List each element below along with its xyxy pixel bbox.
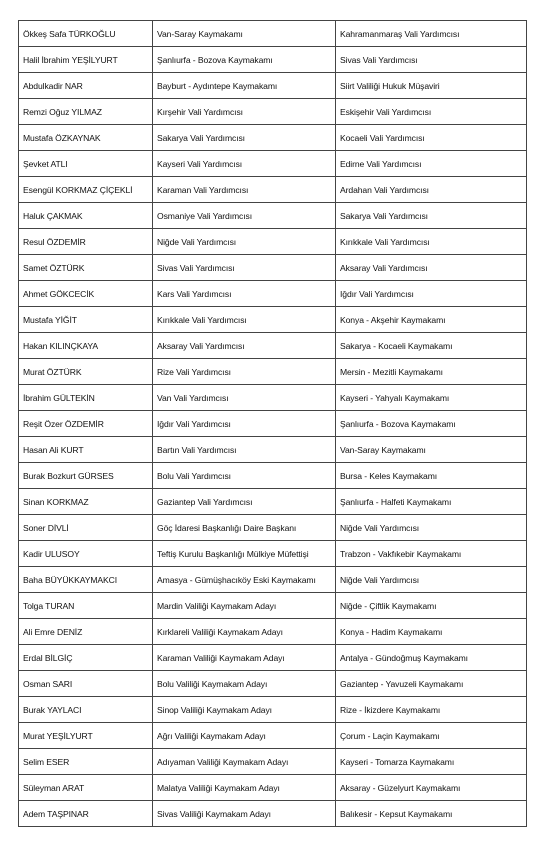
assignment-document — [18, 20, 526, 827]
table-row — [19, 515, 527, 541]
new-post-cell: Niğde Vali Yardımcısı — [336, 567, 527, 593]
table-row — [19, 203, 527, 229]
new-post-cell: Kahramanmaraş Vali Yardımcısı — [336, 21, 527, 47]
person-name-cell: Ökkeş Safa TÜRKOĞLU — [19, 21, 153, 47]
current-post-cell: Rize Vali Yardımcısı — [153, 359, 336, 385]
new-post-cell: Kocaeli Vali Yardımcısı — [336, 125, 527, 151]
current-post-cell: Sinop Valiliği Kaymakam Adayı — [153, 697, 336, 723]
person-name-cell: Hakan KILINÇKAYA — [19, 333, 153, 359]
table-row — [19, 593, 527, 619]
current-post-cell: Iğdır Vali Yardımcısı — [153, 411, 336, 437]
table-row — [19, 359, 527, 385]
assignment-table-body — [19, 21, 527, 827]
current-post-cell: Karaman Valiliği Kaymakam Adayı — [153, 645, 336, 671]
new-post-cell: Ardahan Vali Yardımcısı — [336, 177, 527, 203]
current-post-cell: Sivas Valiliği Kaymakam Adayı — [153, 801, 336, 827]
person-name-cell: Süleyman ARAT — [19, 775, 153, 801]
new-post-cell: Sivas Vali Yardımcısı — [336, 47, 527, 73]
person-name-cell: Murat ÖZTÜRK — [19, 359, 153, 385]
new-post-cell: Niğde - Çiftlik Kaymakamı — [336, 593, 527, 619]
person-name-cell: Sinan KORKMAZ — [19, 489, 153, 515]
new-post-cell: Siirt Valiliği Hukuk Müşaviri — [336, 73, 527, 99]
new-post-cell: Edirne Vali Yardımcısı — [336, 151, 527, 177]
person-name-cell: Samet ÖZTÜRK — [19, 255, 153, 281]
person-name-cell: Esengül KORKMAZ ÇİÇEKLİ — [19, 177, 153, 203]
table-row — [19, 21, 527, 47]
table-row — [19, 801, 527, 827]
table-row — [19, 489, 527, 515]
current-post-cell: Teftiş Kurulu Başkanlığı Mülkiye Müfettişi — [153, 541, 336, 567]
current-post-cell: Kırşehir Vali Yardımcısı — [153, 99, 336, 125]
current-post-cell: Şanlıurfa - Bozova Kaymakamı — [153, 47, 336, 73]
person-name-cell: Soner DİVLİ — [19, 515, 153, 541]
person-name-cell: Baha BÜYÜKKAYMAKCI — [19, 567, 153, 593]
person-name-cell: Osman SARI — [19, 671, 153, 697]
current-post-cell: Bayburt - Aydıntepe Kaymakamı — [153, 73, 336, 99]
new-post-cell: Trabzon - Vakfıkebir Kaymakamı — [336, 541, 527, 567]
person-name-cell: Ali Emre DENİZ — [19, 619, 153, 645]
assignment-table — [18, 20, 527, 827]
new-post-cell: Aksaray Vali Yardımcısı — [336, 255, 527, 281]
table-row — [19, 437, 527, 463]
table-row — [19, 567, 527, 593]
table-row — [19, 775, 527, 801]
current-post-cell: Niğde Vali Yardımcısı — [153, 229, 336, 255]
table-row — [19, 177, 527, 203]
current-post-cell: Sakarya Vali Yardımcısı — [153, 125, 336, 151]
table-row — [19, 749, 527, 775]
new-post-cell: Sakarya Vali Yardımcısı — [336, 203, 527, 229]
table-row — [19, 307, 527, 333]
current-post-cell: Amasya - Gümüşhacıköy Eski Kaymakamı — [153, 567, 336, 593]
table-row — [19, 47, 527, 73]
person-name-cell: Ahmet GÖKCECİK — [19, 281, 153, 307]
current-post-cell: Göç İdaresi Başkanlığı Daire Başkanı — [153, 515, 336, 541]
person-name-cell: Hasan Ali KURT — [19, 437, 153, 463]
person-name-cell: Remzi Oğuz YILMAZ — [19, 99, 153, 125]
table-row — [19, 645, 527, 671]
current-post-cell: Sivas Vali Yardımcısı — [153, 255, 336, 281]
person-name-cell: Şevket ATLI — [19, 151, 153, 177]
table-row — [19, 723, 527, 749]
table-row — [19, 229, 527, 255]
new-post-cell: Kayseri - Yahyalı Kaymakamı — [336, 385, 527, 411]
person-name-cell: Kadir ULUSOY — [19, 541, 153, 567]
person-name-cell: İbrahim GÜLTEKİN — [19, 385, 153, 411]
person-name-cell: Selim ESER — [19, 749, 153, 775]
current-post-cell: Van Vali Yardımcısı — [153, 385, 336, 411]
new-post-cell: Kayseri - Tomarza Kaymakamı — [336, 749, 527, 775]
new-post-cell: Konya - Hadim Kaymakamı — [336, 619, 527, 645]
current-post-cell: Mardin Valiliği Kaymakam Adayı — [153, 593, 336, 619]
person-name-cell: Mustafa ÖZKAYNAK — [19, 125, 153, 151]
table-row — [19, 541, 527, 567]
person-name-cell: Reşit Özer ÖZDEMİR — [19, 411, 153, 437]
new-post-cell: Konya - Akşehir Kaymakamı — [336, 307, 527, 333]
table-row — [19, 463, 527, 489]
person-name-cell: Adem TAŞPINAR — [19, 801, 153, 827]
table-row — [19, 281, 527, 307]
new-post-cell: Balıkesir - Kepsut Kaymakamı — [336, 801, 527, 827]
current-post-cell: Kırklareli Valiliği Kaymakam Adayı — [153, 619, 336, 645]
current-post-cell: Kayseri Vali Yardımcısı — [153, 151, 336, 177]
new-post-cell: Antalya - Gündoğmuş Kaymakamı — [336, 645, 527, 671]
person-name-cell: Burak YAYLACI — [19, 697, 153, 723]
table-row — [19, 411, 527, 437]
person-name-cell: Tolga TURAN — [19, 593, 153, 619]
person-name-cell: Abdulkadir NAR — [19, 73, 153, 99]
new-post-cell: Gaziantep - Yavuzeli Kaymakamı — [336, 671, 527, 697]
table-row — [19, 99, 527, 125]
person-name-cell: Murat YEŞİLYURT — [19, 723, 153, 749]
table-row — [19, 671, 527, 697]
table-row — [19, 697, 527, 723]
new-post-cell: Rize - İkizdere Kaymakamı — [336, 697, 527, 723]
table-row — [19, 255, 527, 281]
current-post-cell: Gaziantep Vali Yardımcısı — [153, 489, 336, 515]
current-post-cell: Bolu Vali Yardımcısı — [153, 463, 336, 489]
current-post-cell: Aksaray Vali Yardımcısı — [153, 333, 336, 359]
new-post-cell: Çorum - Laçin Kaymakamı — [336, 723, 527, 749]
new-post-cell: Kırıkkale Vali Yardımcısı — [336, 229, 527, 255]
person-name-cell: Burak Bozkurt GÜRSES — [19, 463, 153, 489]
new-post-cell: Bursa - Keles Kaymakamı — [336, 463, 527, 489]
table-row — [19, 385, 527, 411]
current-post-cell: Bartın Vali Yardımcısı — [153, 437, 336, 463]
new-post-cell: Eskişehir Vali Yardımcısı — [336, 99, 527, 125]
current-post-cell: Adıyaman Valiliği Kaymakam Adayı — [153, 749, 336, 775]
new-post-cell: Şanlıurfa - Halfeti Kaymakamı — [336, 489, 527, 515]
current-post-cell: Kırıkkale Vali Yardımcısı — [153, 307, 336, 333]
current-post-cell: Osmaniye Vali Yardımcısı — [153, 203, 336, 229]
table-row — [19, 333, 527, 359]
current-post-cell: Ağrı Valiliği Kaymakam Adayı — [153, 723, 336, 749]
new-post-cell: Iğdır Vali Yardımcısı — [336, 281, 527, 307]
new-post-cell: Sakarya - Kocaeli Kaymakamı — [336, 333, 527, 359]
new-post-cell: Van-Saray Kaymakamı — [336, 437, 527, 463]
person-name-cell: Erdal BİLGİÇ — [19, 645, 153, 671]
person-name-cell: Haluk ÇAKMAK — [19, 203, 153, 229]
new-post-cell: Mersin - Mezitli Kaymakamı — [336, 359, 527, 385]
new-post-cell: Şanlıurfa - Bozova Kaymakamı — [336, 411, 527, 437]
table-row — [19, 151, 527, 177]
person-name-cell: Resul ÖZDEMİR — [19, 229, 153, 255]
current-post-cell: Kars Vali Yardımcısı — [153, 281, 336, 307]
current-post-cell: Malatya Valiliği Kaymakam Adayı — [153, 775, 336, 801]
person-name-cell: Halil İbrahim YEŞİLYURT — [19, 47, 153, 73]
table-row — [19, 619, 527, 645]
current-post-cell: Karaman Vali Yardımcısı — [153, 177, 336, 203]
new-post-cell: Aksaray - Güzelyurt Kaymakamı — [336, 775, 527, 801]
table-row — [19, 125, 527, 151]
table-row — [19, 73, 527, 99]
current-post-cell: Bolu Valiliği Kaymakam Adayı — [153, 671, 336, 697]
new-post-cell: Niğde Vali Yardımcısı — [336, 515, 527, 541]
person-name-cell: Mustafa YİĞİT — [19, 307, 153, 333]
current-post-cell: Van-Saray Kaymakamı — [153, 21, 336, 47]
